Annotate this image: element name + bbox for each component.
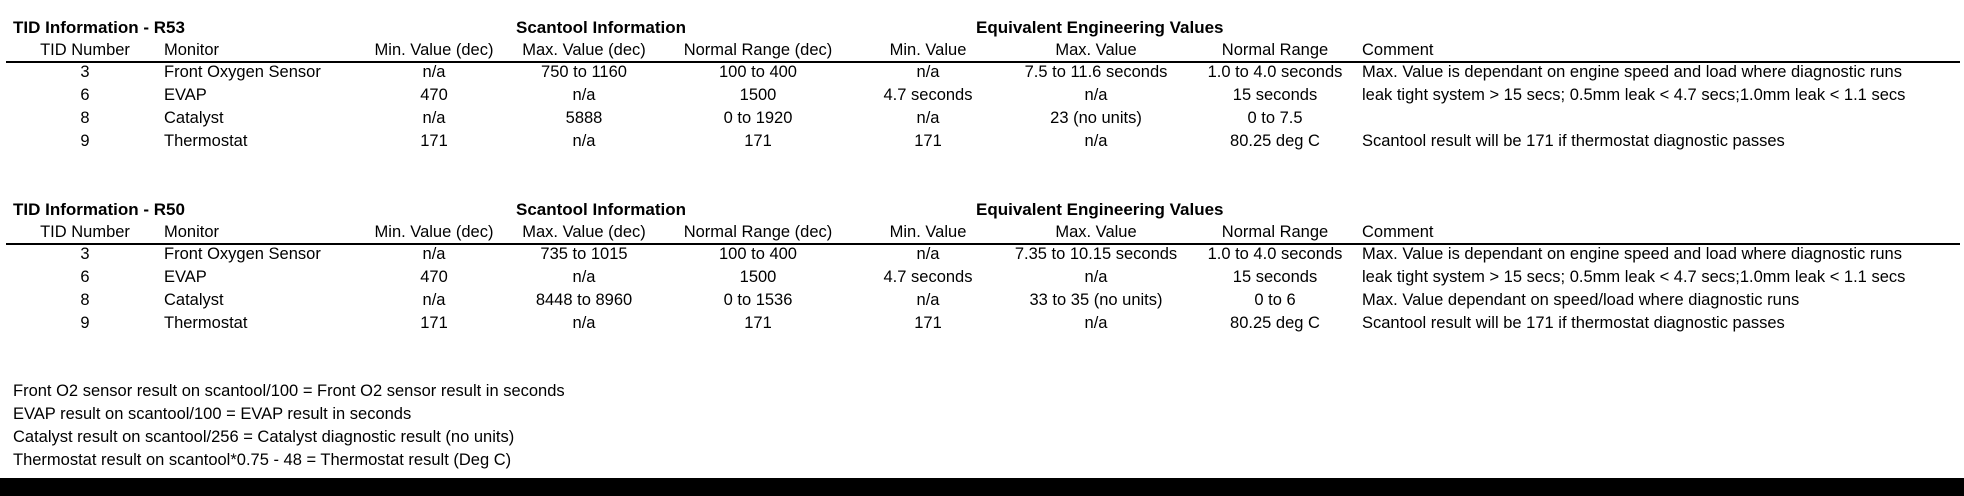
cell-max-dec: n/a — [572, 86, 596, 104]
col-tid-number: TID Number — [40, 41, 130, 59]
cell-comment: Max. Value is dependant on engine speed and load where diagnostic runs — [1362, 63, 1902, 81]
col-max-dec: Max. Value (dec) — [522, 223, 646, 241]
cell-max-dec: 750 to 1160 — [541, 63, 627, 81]
col-normal-range: Normal Range — [1221, 41, 1329, 59]
table-row — [0, 245, 1964, 267]
col-min-value: Min. Value — [889, 223, 967, 241]
cell-max-value: n/a — [1084, 314, 1108, 332]
table-row — [0, 63, 1964, 85]
scantool-header: Scantool Information — [516, 200, 686, 219]
col-comment: Comment — [1362, 41, 1434, 59]
col-monitor: Monitor — [164, 41, 220, 59]
cell-max-value: n/a — [1084, 268, 1108, 286]
cell-min-dec: 470 — [420, 86, 448, 104]
cell-min-dec: 171 — [420, 314, 448, 332]
table-row — [0, 291, 1964, 313]
cell-normal-range: 15 seconds — [1232, 268, 1318, 286]
cell-tid-number: 6 — [80, 268, 90, 286]
cell-tid-number: 3 — [80, 63, 90, 81]
cell-min-value: n/a — [916, 245, 940, 263]
cell-tid-number: 8 — [80, 109, 90, 127]
col-max-dec: Max. Value (dec) — [522, 41, 646, 59]
cell-normal-dec: 0 to 1536 — [723, 291, 793, 309]
cell-normal-dec: 171 — [744, 314, 772, 332]
cell-min-value: n/a — [916, 291, 940, 309]
cell-max-value: n/a — [1084, 86, 1108, 104]
cell-max-dec: n/a — [572, 314, 596, 332]
cell-min-value: n/a — [916, 109, 940, 127]
conversion-notes — [13, 380, 565, 472]
note-o2: Front O2 sensor result on scantool/100 = Front O2 sensor result in seconds — [13, 382, 565, 400]
cell-max-dec: 735 to 1015 — [540, 245, 628, 263]
cell-monitor: Thermostat — [164, 132, 248, 150]
cell-normal-dec: 100 to 400 — [719, 245, 797, 263]
cell-min-value: 4.7 seconds — [883, 86, 973, 104]
cell-normal-range: 80.25 deg C — [1230, 132, 1320, 150]
section-title: TID Information - R50 — [13, 200, 185, 219]
col-monitor: Monitor — [164, 223, 220, 241]
cell-comment: leak tight system > 15 secs; 0.5mm leak < 4.7 secs;1.0mm leak < 1.1 secs — [1362, 86, 1906, 104]
cell-monitor: Front Oxygen Sensor — [164, 63, 321, 81]
col-min-dec: Min. Value (dec) — [374, 41, 494, 59]
cell-tid-number: 9 — [80, 314, 90, 332]
note-evap: EVAP result on scantool/100 = EVAP result in seconds — [13, 405, 412, 423]
cell-min-value: 171 — [914, 314, 942, 332]
cell-normal-range: 0 to 7.5 — [1247, 109, 1303, 127]
cell-min-dec: n/a — [422, 63, 446, 81]
note-thermostat: Thermostat result on scantool*0.75 - 48 = Thermostat result (Deg C) — [13, 451, 512, 469]
cell-max-value: 33 to 35 (no units) — [1029, 291, 1163, 309]
cell-min-dec: 470 — [420, 268, 448, 286]
cell-min-dec: 171 — [420, 132, 448, 150]
engineering-header: Equivalent Engineering Values — [976, 200, 1224, 219]
col-normal-dec: Normal Range (dec) — [683, 41, 833, 59]
cell-max-dec: 8448 to 8960 — [535, 291, 633, 309]
cell-max-value: n/a — [1084, 132, 1108, 150]
cell-monitor: EVAP — [164, 86, 207, 104]
cell-comment: Scantool result will be 171 if thermostat diagnostic passes — [1362, 314, 1785, 332]
cell-monitor: Catalyst — [164, 291, 224, 309]
col-max-value: Max. Value — [1055, 223, 1137, 241]
scantool-header: Scantool Information — [516, 18, 686, 37]
table-row — [0, 109, 1964, 131]
cell-normal-range: 80.25 deg C — [1230, 314, 1320, 332]
cell-monitor: EVAP — [164, 268, 207, 286]
cell-monitor: Front Oxygen Sensor — [164, 245, 321, 263]
table-row — [0, 314, 1964, 336]
cell-normal-dec: 171 — [744, 132, 772, 150]
table-row — [0, 86, 1964, 108]
cell-tid-number: 9 — [80, 132, 90, 150]
table-row — [0, 268, 1964, 290]
col-comment: Comment — [1362, 223, 1434, 241]
cell-normal-dec: 0 to 1920 — [723, 109, 793, 127]
cell-min-value: n/a — [916, 63, 940, 81]
bottom-bar — [0, 478, 1964, 496]
cell-normal-range: 1.0 to 4.0 seconds — [1207, 245, 1343, 263]
cell-min-dec: n/a — [422, 109, 446, 127]
table-row — [0, 132, 1964, 154]
cell-tid-number: 8 — [80, 291, 90, 309]
col-min-value: Min. Value — [889, 41, 967, 59]
cell-min-dec: n/a — [422, 291, 446, 309]
col-normal-dec: Normal Range (dec) — [683, 223, 833, 241]
cell-monitor: Catalyst — [164, 109, 224, 127]
cell-normal-range: 1.0 to 4.0 seconds — [1207, 63, 1343, 81]
cell-normal-range: 0 to 6 — [1254, 291, 1296, 309]
cell-normal-dec: 1500 — [739, 268, 777, 286]
section-title: TID Information - R53 — [13, 18, 185, 37]
cell-max-value: 7.35 to 10.15 seconds — [1014, 245, 1178, 263]
cell-max-dec: n/a — [572, 132, 596, 150]
col-normal-range: Normal Range — [1221, 223, 1329, 241]
cell-comment: leak tight system > 15 secs; 0.5mm leak < 4.7 secs;1.0mm leak < 1.1 secs — [1362, 268, 1906, 286]
cell-min-dec: n/a — [422, 245, 446, 263]
note-catalyst: Catalyst result on scantool/256 = Catalyst diagnostic result (no units) — [13, 428, 515, 446]
cell-max-value: 7.5 to 11.6 seconds — [1024, 63, 1168, 81]
col-tid-number: TID Number — [40, 223, 130, 241]
cell-max-value: 23 (no units) — [1050, 109, 1142, 127]
engineering-header: Equivalent Engineering Values — [976, 18, 1224, 37]
cell-max-dec: n/a — [572, 268, 596, 286]
cell-tid-number: 6 — [80, 86, 90, 104]
cell-normal-range: 15 seconds — [1232, 86, 1318, 104]
cell-comment: Max. Value dependant on speed/load where diagnostic runs — [1362, 291, 1800, 309]
cell-max-dec: 5888 — [565, 109, 603, 127]
cell-comment: Scantool result will be 171 if thermostat diagnostic passes — [1362, 132, 1785, 150]
cell-min-value: 4.7 seconds — [883, 268, 973, 286]
cell-normal-dec: 100 to 400 — [719, 63, 797, 81]
cell-monitor: Thermostat — [164, 314, 248, 332]
cell-comment: Max. Value is dependant on engine speed and load where diagnostic runs — [1362, 245, 1902, 263]
col-max-value: Max. Value — [1055, 41, 1137, 59]
cell-tid-number: 3 — [80, 245, 90, 263]
cell-min-value: 171 — [914, 132, 942, 150]
col-min-dec: Min. Value (dec) — [374, 223, 494, 241]
cell-normal-dec: 1500 — [739, 86, 777, 104]
